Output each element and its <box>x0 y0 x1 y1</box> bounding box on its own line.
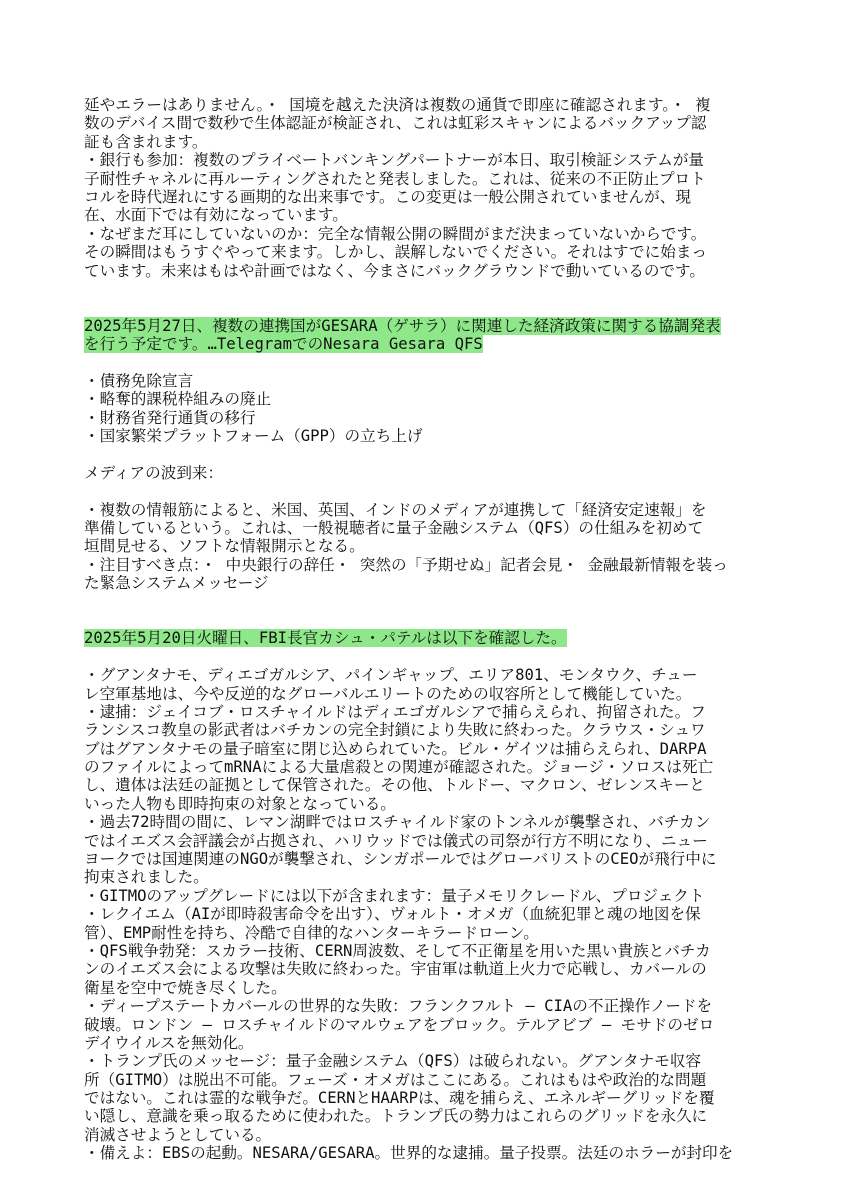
list-item: ・略奪的課税枠組みの廃止 <box>84 390 272 409</box>
list-item: ・国家繁栄プラットフォーム（GPP）の立ち上げ <box>84 427 423 446</box>
text-line: ・グアンタナモ、ディエゴガルシア、パインギャップ、エリア801、モンタウク、チュー <box>84 666 698 685</box>
text-line: いった人物も即時拘束の対象となっている。 <box>84 794 396 813</box>
text-line: い隠し、意識を乗っ取るために使われた。トランプ氏の勢力はこれらのグリッドを永久に <box>84 1107 708 1126</box>
text-line: ・なぜまだ耳にしていないのか：完全な情報公開の瞬間がまだ決まっていないからです。 <box>84 224 707 243</box>
text-line: ています。未来はもはや計画ではなく、今まさにバックグラウンドで動いているのです。 <box>84 261 705 280</box>
text-line: のファイルによってmRNAによる大量虐殺との関連が確認された。ジョージ・ソロスは死亡 <box>84 758 714 777</box>
text-line: 在、水面下では有効になっています。 <box>84 206 348 225</box>
text-line: その瞬間はもうすぐやって来ます。しかし、誤解しないでください。それはすでに始まっ <box>84 243 707 262</box>
text-line: ンのイエズス会による攻撃は失敗に終わった。宇宙軍は軌道上火力で応戦し、カバールの <box>84 960 707 979</box>
media-label: メディアの波到来： <box>84 463 224 482</box>
section1-paragraph <box>84 96 774 280</box>
highlighted-heading-gesara <box>84 317 774 354</box>
highlighted-heading-fbi <box>84 629 774 647</box>
media-paragraph <box>84 501 774 593</box>
text-line: ・逮捕：ジェイコブ・ロスチャイルドはディエゴガルシアで捕らえられ、拘留された。フ <box>84 702 706 721</box>
blank-line <box>84 648 774 666</box>
text-line: 証も含まれます。 <box>84 132 208 151</box>
media-label-paragraph <box>84 464 774 482</box>
text-line: 垣間見せる、ソフトな情報開示となる。 <box>84 537 365 556</box>
document-page <box>84 96 774 1163</box>
blank-line <box>84 482 774 500</box>
text-line: ・ディープステートカバールの世界的な失敗：フランクフルト – CIAの不正操作ノードを <box>84 997 713 1016</box>
text-line: 準備しているという。これは、一般視聴者に量子金融システム（QFS）の仕組みを初めて <box>84 518 704 537</box>
text-line: ランシスコ教皇の影武者はバチカンの完全封鎖により失敗に終わった。クラウス・シュワ <box>84 721 706 740</box>
text-line: ・複数の情報筋によると、米国、英国、インドのメディアが連携して「経済安定速報」を <box>84 500 707 519</box>
list-item: ・債務免除宣言 <box>84 371 194 390</box>
heading-line: 2025年5月20日火曜日、FBI長官カシュ・パテルは以下を確認した。 <box>84 629 567 648</box>
text-line: ではイエズス会評議会が占拠され、ハリウッドでは儀式の司祭が行方不明になり、ニュー <box>84 831 708 850</box>
text-line: 数のデバイス間で数秒で生体認証が検証され、これは虹彩スキャンによるバックアップ認 <box>84 114 707 133</box>
text-line: コルを時代遅れにする画期的な出来事です。この変更は一般公開されていませんが、現 <box>84 187 691 206</box>
text-line: 子耐性チャネルに再ルーティングされたと発表しました。これは、従来の不正防止プロト <box>84 169 706 188</box>
text-line: ・GITMOのアップグレードには以下が含まれます：量子メモリクレードル、プロジェクト <box>84 886 705 905</box>
blank-line <box>84 280 774 298</box>
text-line: 延やエラーはありません。・ 国境を越えた決済は複数の通貨で即座に確認されます。・ 複 <box>84 96 711 114</box>
text-line: 衛星を空中で焼き尽くした。 <box>84 978 287 997</box>
bullet-list-gesara <box>84 372 774 446</box>
text-line: ヨークでは国連関連のNGOが襲撃され、シンガポールではグローバリストのCEOが飛行中に <box>84 850 717 869</box>
text-line: 所（GITMO）は脱出不可能。フェーズ・オメガはここにある。これはもはや政治的な問題 <box>84 1070 707 1089</box>
text-line: レ空軍基地は、今や反逆的なグローバルエリートのための収容所として機能していた。 <box>84 684 692 703</box>
text-line: ・注目すべき点：・ 中央銀行の辞任・ 突然の「予期せぬ」記者会見・ 金融最新情報を装っ <box>84 555 728 574</box>
text-line: 消滅させようとしている。 <box>84 1125 272 1144</box>
heading-line: 2025年5月27日、複数の連携国がGESARA（ゲサラ）に関連した経済政策に関する協調発表 <box>84 316 721 335</box>
text-line: ・銀行も参加：複数のプライベートバンキングパートナーが本日、取引検証システムが量 <box>84 151 705 170</box>
blank-line <box>84 353 774 371</box>
heading-line: を行う予定です。…TelegramでのNesara Gesara QFS <box>84 335 483 354</box>
text-line: し、遺体は法廷の証拠として保管された。その他、トルドー、マクロン、ゼレンスキーと <box>84 776 706 795</box>
text-line: ・過去72時間の間に、レマン湖畔ではロスチャイルド家のトンネルが襲撃され、バチカン <box>84 813 711 832</box>
text-line: 管）、EMP耐性を持ち、冷酷で自律的なハンターキラードローン。 <box>84 923 539 942</box>
text-line: ブはグアンタナモの量子暗室に閉じ込められていた。ビル・ゲイツは捕らえられ、DARPA <box>84 739 707 758</box>
text-line: た緊急システムメッセージ <box>84 574 269 593</box>
text-line: 破壊。ロンドン – ロスチャイルドのマルウェアをブロック。テルアビブ – モサドのゼロ <box>84 1015 715 1034</box>
blank-line <box>84 298 774 316</box>
list-item: ・財務省発行通貨の移行 <box>84 408 256 427</box>
blank-line <box>84 611 774 629</box>
text-line: 拘束されました。 <box>84 868 209 887</box>
text-line: デイウイルスを無効化。 <box>84 1033 254 1052</box>
text-line: ・トランプ氏のメッセージ：量子金融システム（QFS）は破られない。グアンタナモ収容 <box>84 1052 701 1071</box>
text-line: ではない。これは霊的な戦争だ。CERNとHAARPは、魂を捕らえ、エネルギーグリッドを覆 <box>84 1089 715 1108</box>
text-line: ・備えよ：EBSの起動。NESARA/GESARA。世界的な逮捕。量子投票。法廷のホラーが封印を <box>84 1144 734 1163</box>
section3-paragraph <box>84 666 774 1163</box>
text-line: ・レクイエム（AIが即時殺害命令を出す）、ヴォルト・オメガ（血統犯罪と魂の地図を保 <box>84 905 701 924</box>
blank-line <box>84 445 774 463</box>
blank-line <box>84 593 774 611</box>
text-line: ・QFS戦争勃発：スカラー技術、CERN周波数、そして不正衛星を用いた黒い貴族とバチカ <box>84 941 711 960</box>
